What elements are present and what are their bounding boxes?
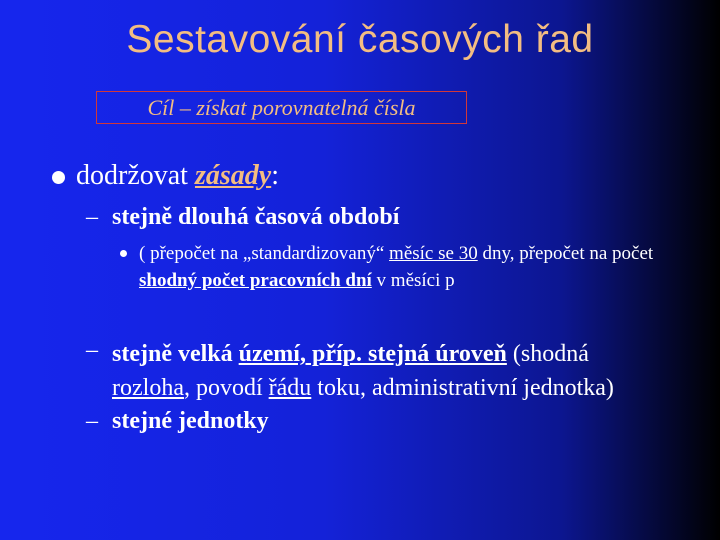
areas-level-link[interactable]: území, příp. stejná úroveň [238,341,507,367]
dash-icon: – [86,408,98,434]
month-30-link[interactable]: měsíc se 30 [389,243,478,264]
bullet-dot-icon [52,171,65,184]
bullet-principles-text: dodržovat [76,160,195,191]
detail-text-1: ( přepočet na „standardizovaný“ [139,243,390,264]
detail-text-2: dny, přepočet na počet [477,243,654,264]
areas-text-1: stejně velká [112,341,239,367]
areas-text-3: , povodí [183,375,269,401]
dash-icon: – [86,204,98,230]
goal-box: Cíl – získat porovnatelná čísla [96,91,467,124]
period-detail [139,240,714,294]
dash-icon: – [86,337,98,363]
sub-bullet-equal-areas [112,337,712,405]
bullet-principles-colon: : [271,160,279,191]
principles-link[interactable]: zásady [194,160,272,191]
small-bullet-dot-icon [120,250,127,257]
sub-bullet-equal-periods: stejně dlouhá časová období [112,204,400,230]
areas-text-2: (shodná [506,341,589,367]
detail-text-3: v měsíci p [371,270,455,291]
area-size-link[interactable]: rozloha [112,375,184,401]
slide-title: Sestavování časových řad [126,18,594,61]
bullet-principles [76,160,279,192]
sub-bullet-same-units: stejné jednotky [112,408,269,434]
areas-text-4: toku, administrativní jednotka) [311,375,614,401]
working-days-link[interactable]: shodný počet pracovních dní [139,270,372,291]
river-order-link[interactable]: řádu [268,375,312,401]
